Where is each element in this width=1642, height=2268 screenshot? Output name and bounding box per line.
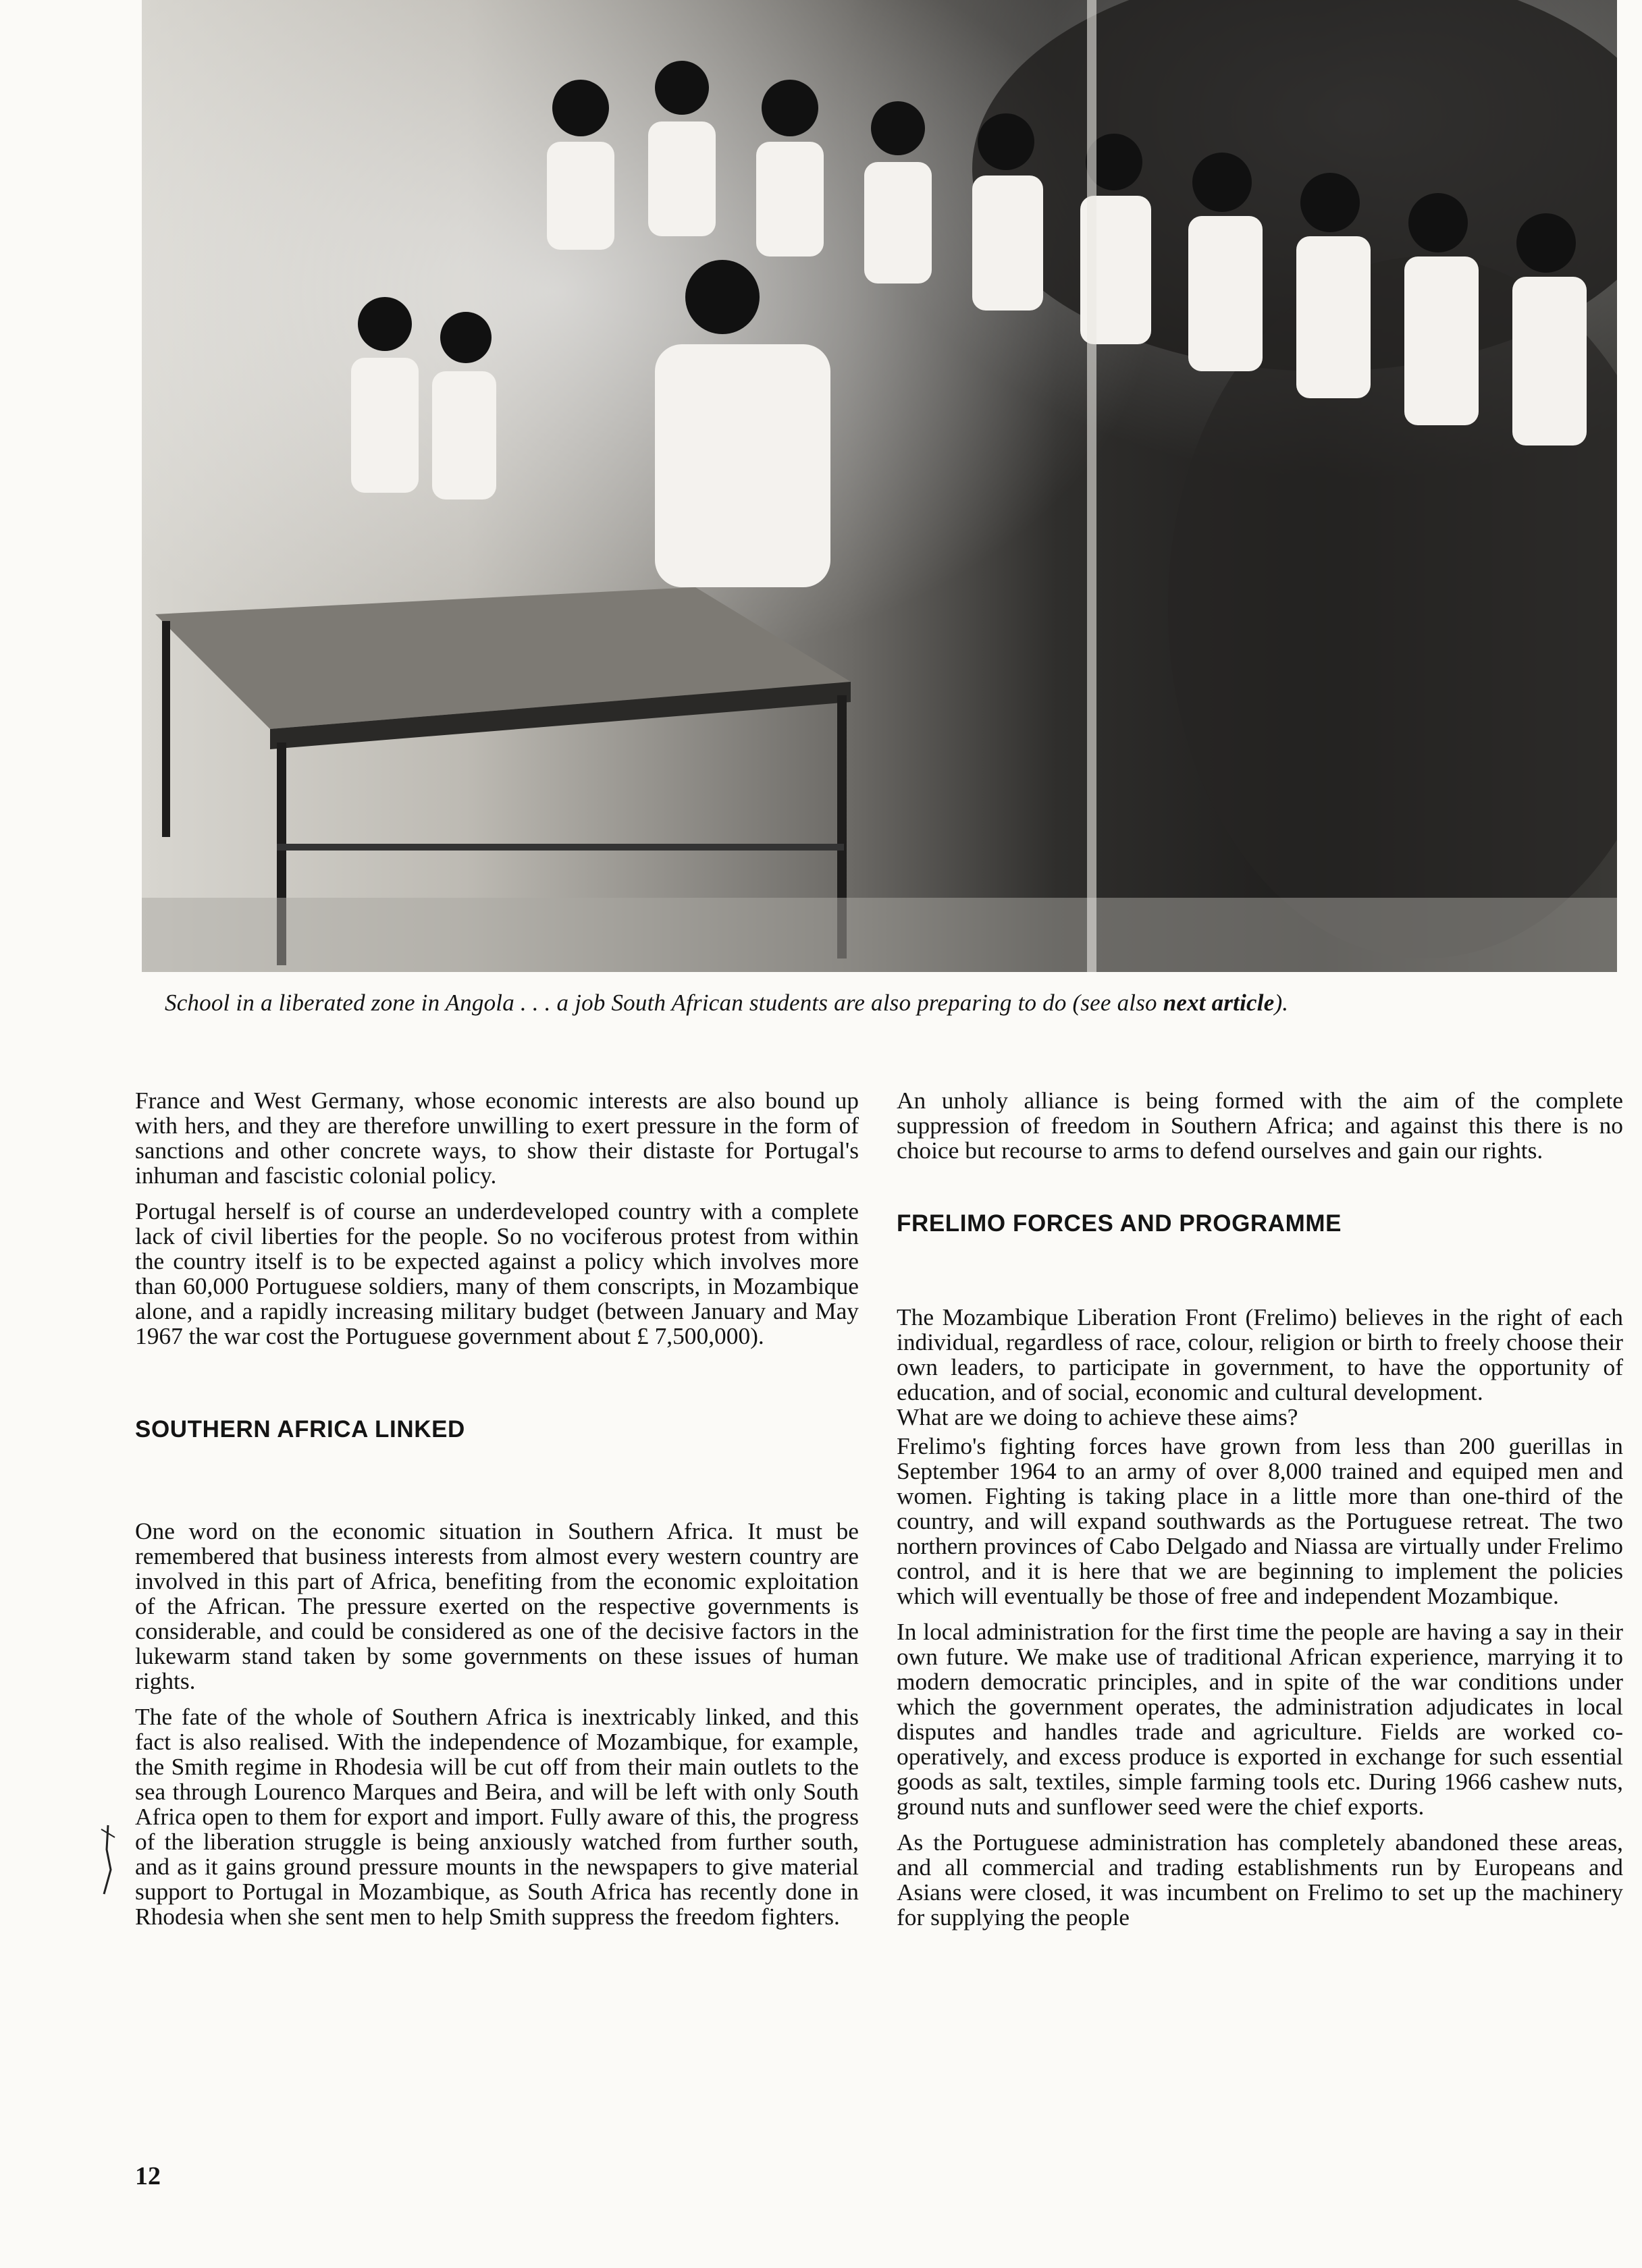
section-heading: SOUTHERN AFRICA LINKED — [135, 1416, 465, 1442]
classroom-photo — [142, 0, 1617, 972]
paragraph: One word on the economic situation in Southern Africa. It must be remembered that business interests from almost every western country are involved in this part of Africa, benefiting from the economic exploitation of the African. The pressure exerted on the respective governments is considerable, and could be considered as one of the decisive factors in the lukewarm stand taken by some governments on these issues of human rights. — [135, 1517, 859, 1694]
paragraph: Frelimo's fighting forces have grown from less than 200 guerillas in September 1964 to an army of over 8,000 trained and equiped men and women. Fighting is taking place in a little more than one-third of the country, and will expand southwards as the Portuguese retreat. The two northern provinces of Cabo Delgado and Niassa are virtually under Frelimo control, and it is here that we are beginning to implement the policies which will eventually be those of free and independent Mozambique. — [897, 1432, 1623, 1609]
paragraph: France and West Germany, whose economic interests are also bound up with hers, and they are therefore unwilling to exert pressure in the form of sanctions and other concrete ways, to show their distaste for Portugal's inhuman and fascistic colonial policy. — [135, 1087, 859, 1189]
section-heading: FRELIMO FORCES AND PROGRAMME — [897, 1210, 1342, 1237]
margin-pen-mark — [95, 1823, 122, 1897]
caption-text: School in a liberated zone in Angola . . . a job South African students are also preparing to do (see also — [165, 990, 1163, 1016]
paragraph: In local administration for the first time the people are having a say in their own future. We make use of traditional African experience, marrying it to modern democratic principles, and in spite of the war conditions under which the government operates, the administration adjudicates in local disputes and handles trade and agriculture. Fields are worked co-operatively, and excess produce is exported in exchange for such essential goods as salt, textiles, simple farming tools etc. During 1966 cashew nuts, ground nuts and sunflower seed were the chief exports. — [897, 1618, 1623, 1820]
paragraph: The Mozambique Liberation Front (Frelimo) believes in the right of each individual, regardless of race, colour, religion or birth to freely choose their own leaders, to participate in government, to have the opportunity of education, and of social, economic and cultural development. — [897, 1303, 1623, 1405]
paragraph: Portugal herself is of course an underdeveloped country with a complete lack of civil liberties for the people. So no vociferous protest from within the country itself is to be expected against a policy which involves more than 60,000 Portuguese soldiers, many of them conscripts, in Mozambique alone, and a rapidly increasing military budget (between January and May 1967 the war cost the Portuguese government about £ 7,500,000). — [135, 1197, 859, 1349]
paragraph: As the Portuguese administration has completely abandoned these areas, and all commercial and trading establishments run by Europeans and Asians were closed, it was incumbent on Frelimo to set up the machinery for supplying the people — [897, 1829, 1623, 1931]
caption-emphasis: next article — [1163, 990, 1275, 1016]
left-column — [135, 1088, 859, 1940]
photo-caption — [165, 987, 1596, 1019]
right-column — [897, 1088, 1623, 1941]
caption-close: ). — [1274, 990, 1289, 1016]
page-number: 12 — [135, 2162, 161, 2190]
photo-drawing — [142, 0, 1617, 972]
paragraph: What are we doing to achieve these aims? — [897, 1403, 1298, 1430]
paragraph: An unholy alliance is being formed with the aim of the complete suppression of freedom in Southern Africa; and against this there is no choice but recourse to arms to defend ourselves and gain our rights. — [897, 1087, 1623, 1164]
paragraph: The fate of the whole of Southern Africa is inextricably linked, and this fact is also realised. With the independence of Mozambique, for example, the Smith regime in Rhodesia will be cut off from their main outlets to the sea through Lourenco Marques and Beira, and will be left with only South Africa open to them for export and import. Fully aware of this, the progress of the liberation struggle is being anxiously watched from further south, and as it gains ground pressure mounts in the newspapers to give material support to Portugal in Mozambique, as South Africa has recently done in Rhodesia when she sent men to help Smith suppress the freedom fighters. — [135, 1703, 859, 1930]
